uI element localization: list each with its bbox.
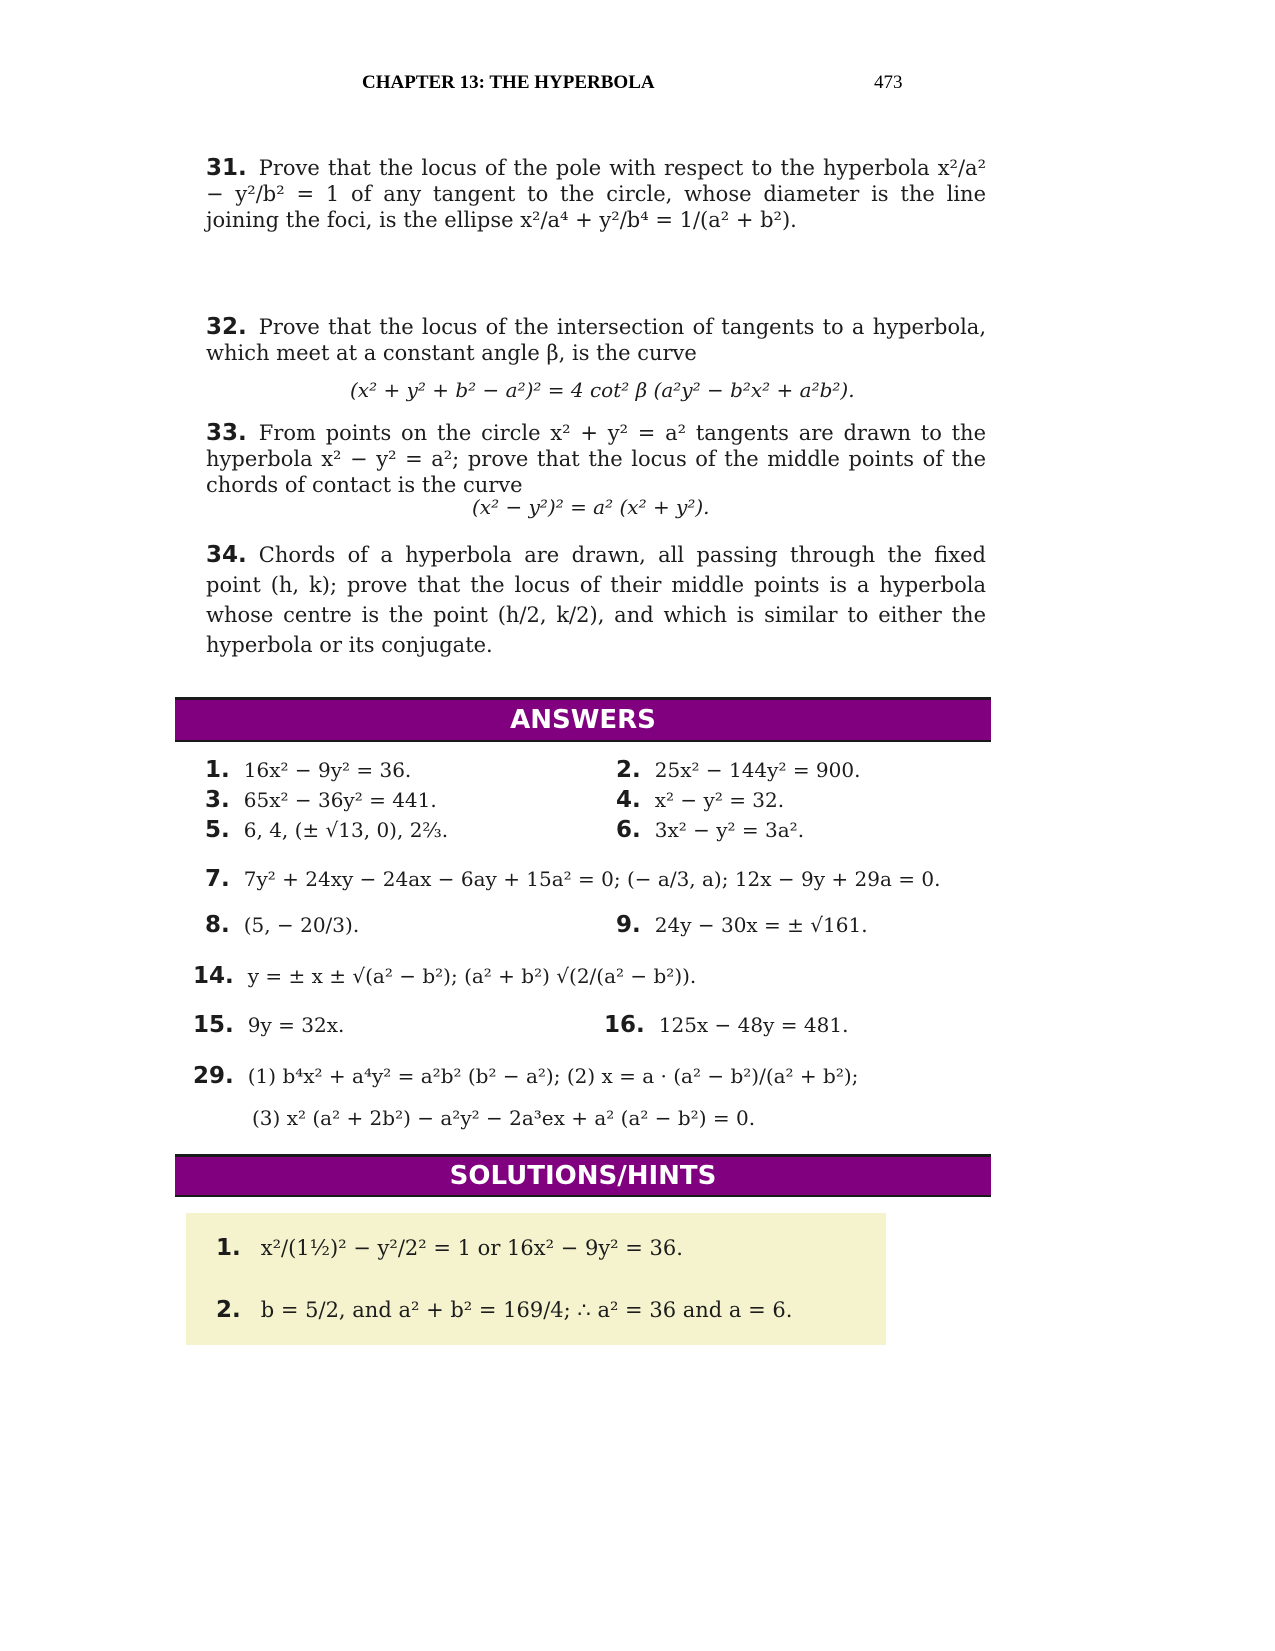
problem-31	[206, 155, 986, 233]
answer-16: 16. 125x − 48y = 481.	[604, 1012, 849, 1038]
problem-33	[206, 420, 986, 498]
problem-32-equation: (x² + y² + b² − a²)² = 4 cot² β (a²y² − b²x² + a²b²).	[350, 378, 855, 402]
problem-number: 33.	[206, 420, 247, 446]
solution-1: 1. x²/(1½)² − y²/2² = 1 or 16x² − 9y² = 36.	[216, 1235, 683, 1261]
answer-3: 3. 65x² − 36y² = 441.	[205, 787, 437, 813]
solutions-heading: SOLUTIONS/HINTS	[175, 1154, 991, 1197]
answer-7: 7. 7y² + 24xy − 24ax − 6ay + 15a² = 0; (− a/3, a); 12x − 9y + 29a = 0.	[205, 866, 941, 892]
problem-number: 31.	[206, 155, 247, 181]
answer-29-part-3: (3) x² (a² + 2b²) − a²y² − 2a³ex + a² (a² − b²) = 0.	[252, 1106, 756, 1130]
problem-34	[206, 540, 986, 660]
answer-2: 2. 25x² − 144y² = 900.	[616, 757, 861, 783]
answer-1: 1. 16x² − 9y² = 36.	[205, 757, 412, 783]
problem-number: 34.	[206, 542, 247, 568]
problem-32	[206, 314, 986, 366]
problem-text: From points on the circle x² + y² = a² tangents are drawn to the hyperbola x² − y² = a²; prove that the locus of the middle points of the chords of contact is the curve	[206, 421, 986, 497]
problem-text: Chords of a hyperbola are drawn, all passing through the fixed point (h, k); prove that the locus of their middle points is a hyperbola whose centre is the point (h/2, k/2), and which is similar to either the hyperbola or its conjugate.	[206, 543, 986, 657]
problem-33-equation: (x² − y²)² = a² (x² + y²).	[472, 495, 710, 519]
answer-4: 4. x² − y² = 32.	[616, 787, 785, 813]
answers-heading: ANSWERS	[175, 697, 991, 742]
answer-29: 29. (1) b⁴x² + a⁴y² = a²b² (b² − a²); (2) x = a · (a² − b²)/(a² + b²);	[193, 1063, 859, 1089]
answer-15: 15. 9y = 32x.	[193, 1012, 345, 1038]
solution-2: 2. b = 5/2, and a² + b² = 169/4; ∴ a² = 36 and a = 6.	[216, 1297, 793, 1323]
answer-6: 6. 3x² − y² = 3a².	[616, 817, 805, 843]
answer-14: 14. y = ± x ± √(a² − b²); (a² + b²) √(2/(a² − b²)).	[193, 963, 697, 989]
problem-number: 32.	[206, 314, 247, 340]
solutions-box	[186, 1213, 886, 1345]
chapter-title: CHAPTER 13: THE HYPERBOLA	[362, 72, 655, 93]
answer-9: 9. 24y − 30x = ± √161.	[616, 912, 868, 938]
problem-text: Prove that the locus of the intersection of tangents to a hyperbola, which meet at a constant angle β, is the curve	[206, 315, 986, 365]
page-number: 473	[874, 72, 903, 93]
answer-8: 8. (5, − 20/3).	[205, 912, 360, 938]
answer-5: 5. 6, 4, (± √13, 0), 2⅔.	[205, 817, 449, 843]
problem-text: Prove that the locus of the pole with respect to the hyperbola x²/a² − y²/b² = 1 of any tangent to the circle, whose diameter is the line joining the foci, is the ellipse x²/a⁴ + y²/b⁴ = 1/(a² + b²).	[206, 156, 986, 232]
